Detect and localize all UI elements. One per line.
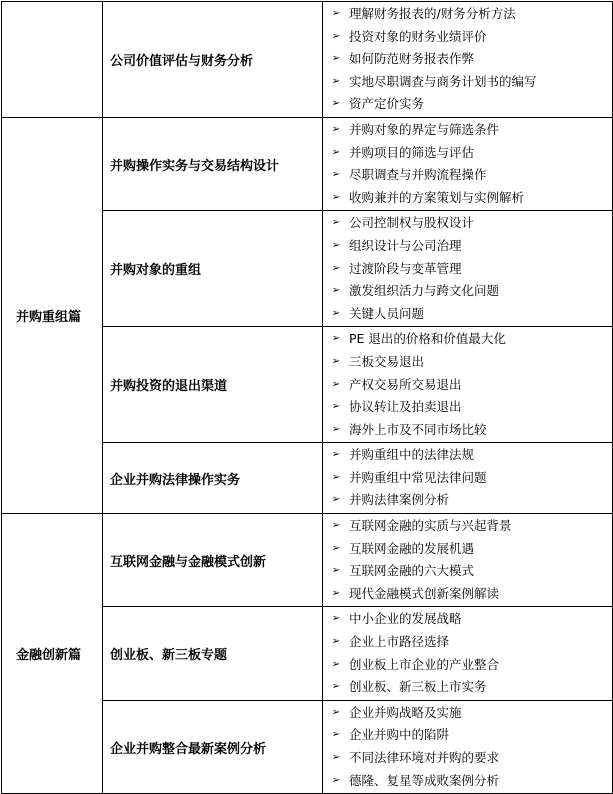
arrow-icon: ➢ bbox=[331, 98, 341, 110]
arrow-icon: ➢ bbox=[331, 401, 341, 413]
arrow-icon: ➢ bbox=[331, 520, 341, 532]
topic-list-cell bbox=[323, 2, 613, 118]
topic-list bbox=[323, 701, 612, 793]
list-item: ➢ 互联网金融的实质与兴起背景 bbox=[323, 515, 612, 538]
module-title: 并购投资的退出渠道 bbox=[103, 327, 323, 443]
list-item: ➢ 激发组织活力与跨文化问题 bbox=[323, 280, 612, 303]
topic-list bbox=[323, 118, 612, 210]
list-item: ➢ 资产定价实务 bbox=[323, 93, 612, 116]
arrow-icon: ➢ bbox=[331, 774, 341, 786]
list-item: ➢ 海外上市及不同市场比较 bbox=[323, 419, 612, 442]
topic-list bbox=[323, 327, 612, 442]
list-item: ➢ 关键人员问题 bbox=[323, 303, 612, 326]
list-item: ➢ 组织设计与公司治理 bbox=[323, 235, 612, 258]
arrow-icon: ➢ bbox=[331, 449, 341, 461]
section-title: 金融创新篇 bbox=[2, 514, 103, 794]
table-row bbox=[2, 2, 613, 118]
arrow-icon: ➢ bbox=[331, 706, 341, 718]
arrow-icon: ➢ bbox=[331, 217, 341, 229]
topic-list bbox=[323, 514, 612, 606]
topic-list-cell bbox=[323, 607, 613, 700]
arrow-icon: ➢ bbox=[331, 378, 341, 390]
arrow-icon: ➢ bbox=[331, 423, 341, 435]
module-title: 创业板、新三板专题 bbox=[103, 607, 323, 700]
arrow-icon: ➢ bbox=[331, 471, 341, 483]
topic-list bbox=[323, 443, 612, 513]
list-item: ➢ 中小企业的发展战略 bbox=[323, 608, 612, 631]
arrow-icon: ➢ bbox=[331, 355, 341, 367]
topic-list-cell bbox=[323, 211, 613, 327]
module-title: 互联网金融与金融模式创新 bbox=[103, 514, 323, 607]
list-item: ➢ 不同法律环境对并购的要求 bbox=[323, 747, 612, 770]
list-item: ➢ 并购项目的筛选与评估 bbox=[323, 142, 612, 165]
list-item: ➢ 现代金融模式创新案例解读 bbox=[323, 583, 612, 606]
module-title: 企业并购整合最新案例分析 bbox=[103, 700, 323, 793]
section-title: 并购重组篇 bbox=[2, 117, 103, 513]
list-item: ➢ 企业并购中的陷阱 bbox=[323, 724, 612, 747]
arrow-icon: ➢ bbox=[331, 191, 341, 203]
arrow-icon: ➢ bbox=[331, 658, 341, 670]
list-item: ➢ 并购重组中的法律法规 bbox=[323, 444, 612, 467]
list-item: ➢ 企业上市路径选择 bbox=[323, 631, 612, 654]
arrow-icon: ➢ bbox=[331, 752, 341, 763]
arrow-icon: ➢ bbox=[331, 75, 341, 87]
topic-list-cell bbox=[323, 700, 613, 793]
arrow-icon: ➢ bbox=[331, 333, 341, 345]
topic-list bbox=[323, 211, 612, 326]
module-title: 并购对象的重组 bbox=[103, 211, 323, 327]
table-row bbox=[2, 514, 613, 607]
arrow-icon: ➢ bbox=[331, 169, 341, 181]
list-item: ➢ 尽职调查与并购流程操作 bbox=[323, 164, 612, 187]
list-item: ➢ 三板交易退出 bbox=[323, 351, 612, 374]
list-item: ➢ 协议转让及拍卖退出 bbox=[323, 396, 612, 419]
arrow-icon: ➢ bbox=[331, 565, 341, 577]
arrow-icon: ➢ bbox=[331, 30, 341, 42]
topic-list bbox=[323, 2, 612, 117]
list-item: ➢ 投资对象的财务业绩评价 bbox=[323, 26, 612, 49]
topic-list-cell bbox=[323, 327, 613, 443]
section-cell bbox=[2, 2, 103, 118]
list-item: ➢ 互联网金融的发展机遇 bbox=[323, 538, 612, 561]
arrow-icon: ➢ bbox=[331, 542, 341, 554]
module-title: 公司价值评估与财务分析 bbox=[103, 2, 323, 118]
arrow-icon: ➢ bbox=[331, 729, 341, 741]
list-item: ➢ 并购重组中常见法律问题 bbox=[323, 467, 612, 490]
list-item: ➢ 产权交易所交易退出 bbox=[323, 374, 612, 397]
list-item: ➢ 理解财务报表的/财务分析方法 bbox=[323, 3, 612, 26]
list-item: ➢ 企业并购战略及实施 bbox=[323, 702, 612, 725]
list-item: ➢ 创业板、新三板上市实务 bbox=[323, 676, 612, 699]
topic-list-cell bbox=[323, 117, 613, 210]
course-table-body bbox=[2, 2, 613, 794]
module-title: 并购操作实务与交易结构设计 bbox=[103, 117, 323, 210]
arrow-icon: ➢ bbox=[331, 494, 341, 506]
arrow-icon: ➢ bbox=[331, 613, 341, 625]
list-item: ➢ 德隆、复星等成败案例分析 bbox=[323, 770, 612, 793]
list-item: ➢ PE 退出的价格和价值最大化 bbox=[323, 328, 612, 351]
topic-list bbox=[323, 607, 612, 699]
list-item: ➢ 互联网金融的六大模式 bbox=[323, 560, 612, 583]
list-item: ➢ 收购兼并的方案策划与实例解析 bbox=[323, 187, 612, 210]
list-item: ➢ 公司控制权与股权设计 bbox=[323, 212, 612, 235]
list-item: ➢ 实地尽职调查与商务计划书的编写 bbox=[323, 71, 612, 94]
arrow-icon: ➢ bbox=[331, 307, 341, 319]
list-item: ➢ 并购对象的界定与筛选条件 bbox=[323, 119, 612, 142]
list-item: ➢ 创业板上市企业的产业整合 bbox=[323, 654, 612, 677]
list-item: ➢ 并购法律案例分析 bbox=[323, 489, 612, 512]
arrow-icon: ➢ bbox=[331, 262, 341, 274]
arrow-icon: ➢ bbox=[331, 636, 341, 648]
course-table bbox=[1, 1, 613, 794]
table-row bbox=[2, 117, 613, 210]
arrow-icon: ➢ bbox=[331, 239, 341, 251]
topic-list-cell bbox=[323, 443, 613, 514]
arrow-icon: ➢ bbox=[331, 123, 341, 135]
arrow-icon: ➢ bbox=[331, 53, 341, 65]
arrow-icon: ➢ bbox=[331, 146, 341, 158]
module-title: 企业并购法律操作实务 bbox=[103, 443, 323, 514]
list-item: ➢ 如何防范财务报表作弊 bbox=[323, 48, 612, 71]
arrow-icon: ➢ bbox=[331, 285, 341, 297]
arrow-icon: ➢ bbox=[331, 587, 341, 599]
arrow-icon: ➢ bbox=[331, 8, 341, 19]
arrow-icon: ➢ bbox=[331, 681, 341, 693]
list-item: ➢ 过渡阶段与变革管理 bbox=[323, 258, 612, 281]
topic-list-cell bbox=[323, 514, 613, 607]
